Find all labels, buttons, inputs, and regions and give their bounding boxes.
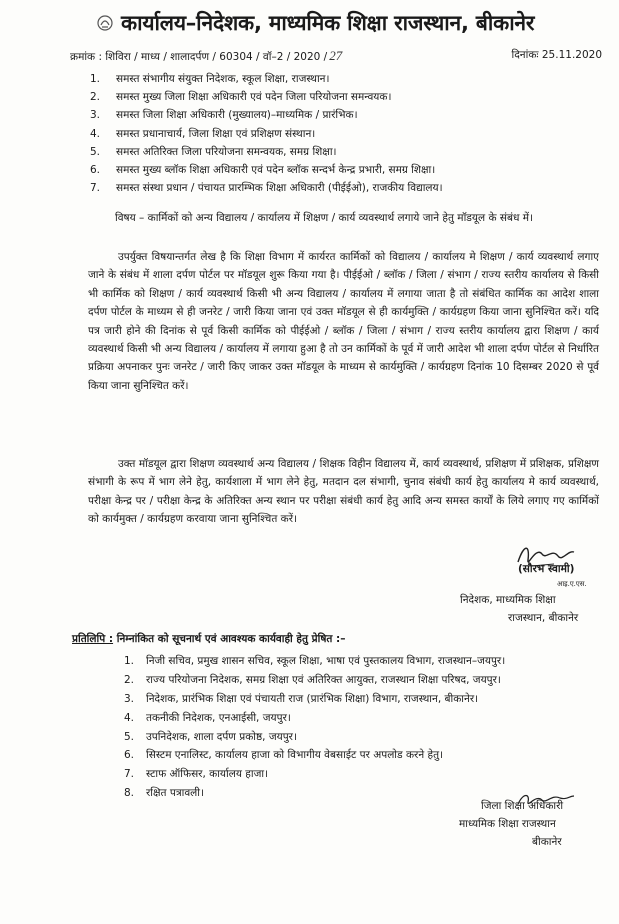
reference-row — [70, 48, 602, 64]
signatory-service: आइ.ए.एस. — [557, 580, 587, 588]
item-text: राज्य परियोजना निदेशक, समग्र शिक्षा एवं अतिरिक्त आयुक्त, राजस्थान शिक्षा परिषद, जयपुर। — [146, 674, 501, 687]
list-item — [124, 652, 604, 671]
list-item — [90, 125, 610, 143]
item-text: उपनिदेशक, शाला दर्पण प्रकोष्ठ, जयपुर। — [146, 730, 297, 743]
signatory-designation: निदेशक, माध्यमिक शिक्षा — [460, 594, 556, 606]
item-number: 7. — [90, 182, 101, 195]
item-text: समस्त मुख्य ब्लॉक शिक्षा अधिकारी एवं पदेन ब्लॉक सन्दर्भ केन्द्र प्रभारी, समग्र शिक्षा। — [116, 164, 436, 177]
item-number: 5. — [124, 730, 135, 743]
copy-heading-text: निम्नांकित को सूचनार्थ एवं आवश्यक कार्यवाही हेतु प्रेषित :– — [116, 633, 346, 645]
handwritten-ref-number: 27 — [329, 48, 343, 63]
signatory-place: राजस्थान, बीकानेर — [508, 612, 579, 624]
list-item — [124, 690, 604, 709]
item-number: 5. — [90, 145, 101, 158]
copy-label: प्रतिलिपि : — [72, 633, 114, 645]
item-number: 6. — [90, 164, 101, 177]
list-item — [124, 765, 604, 784]
item-number: 7. — [124, 768, 135, 781]
subject-line: विषय – कार्मिकों को अन्य विद्यालय / कार्यालय में शिक्षण / कार्य व्यवस्थार्थ लगाये जाने हेतु मॉडयूल के संबंध में। — [115, 212, 534, 224]
item-text: स्टाफ ऑफिसर, कार्यालय हाजा। — [146, 768, 269, 781]
item-number: 4. — [90, 127, 101, 140]
emblem-icon — [95, 13, 115, 33]
list-item — [124, 727, 604, 746]
item-number: 3. — [124, 692, 135, 705]
list-item — [90, 70, 610, 88]
list-item — [124, 671, 604, 690]
item-text: समस्त अतिरिक्त जिला परियोजना समन्वयक, समग्र शिक्षा। — [116, 145, 337, 158]
item-number: 1. — [90, 73, 101, 86]
item-text: समस्त प्रधानाचार्य, जिला शिक्षा एवं प्रशिक्षण संस्थान। — [116, 127, 316, 140]
list-item — [90, 106, 610, 124]
item-number: 4. — [124, 711, 135, 724]
list-item — [90, 179, 610, 197]
item-text: समस्त संस्था प्रधान / पंचायत प्रारम्भिक शिक्षा अधिकारी (पीईईओ), राजकीय विद्यालय। — [116, 182, 443, 195]
item-number: 8. — [124, 786, 135, 799]
list-item — [90, 143, 610, 161]
item-text: सिस्टम एनालिस्ट, कार्यालय हाजा को विभागीय वेबसाईट पर अपलोड करने हेतु। — [146, 749, 444, 762]
body-paragraph-2: उक्त मॉडयूल द्वारा शिक्षण व्यवस्थार्थ अन्य विद्यालय / शिक्षक विहीन विद्यालय में, कार्य व्यवस्थार्थ, प्रशिक्षण में प्रशिक्षक, प्रशिक्षण संभागी के रूप में भाग लेने हेतु, कार्यशाला में भाग लेने हेतु, मतदान दल संभागी, चुनाव संबंधी कार्य हेतु कार्यालय मे कार्य व्यवस्थार्थ, परीक्षा केन्द्र पर / परीक्षा केन्द्र के अतिरिक्त अन्य स्थान पर परीक्षा संबंधी कार्य हेतु आदि अन्य समस्त कार्यों के लिये लगाए गए कार्मिकों को कार्यमुक्त / कार्यग्रहण करवाया जाना सुनिश्चित करें। — [88, 458, 599, 526]
reference-number — [70, 48, 342, 64]
item-number: 2. — [124, 674, 135, 687]
body-paragraph-1: उपर्युक्त विषयान्तर्गत लेख है कि शिक्षा विभाग में कार्यरत कार्मिकों को विद्यालय / कार्यालय मे शिक्षण / कार्य व्यवस्थार्थ लगाए जाने के संबंध में शाला दर्पण पोर्टल पर मॉडयूल शुरू किया गया है। पीईईओ / ब्लॉक / जिला / संभाग / राज्य स्तरीय कार्यालय से किसी भी कार्मिक को शिक्षण / कार्य व्यवस्थार्थ किसी भी अन्य विद्यालय / कार्यालय में लगाया जाता है तो संबंधित कार्मिक का आदेश शाला दर्पण पोर्टल के माध्यम से ही जनरेट / जारी किया जाना एवं उक्त मॉडयूल से ही कार्यमुक्ति / कार्यग्रहण किया जाना सुनिश्चित करें। यदि पत्र जारी होने की दिनांक से पूर्व किसी कार्मिक को पीईईओ / ब्लॉक / जिला / संभाग / राज्य स्तरीय कार्यालय द्वारा शिक्षण / कार्य व्यवस्थार्थ किसी भी अन्य विद्यालय / कार्यालय में लगाया हुआ है तो उन कार्मिकों के पूर्व में जारी आदेश भी शाला दर्पण पोर्टल से निर्धारित प्रक्रिया अपनाकर पुनः जनरेट / जारी किए जाकर उक्त मॉडयूल के माध्यम से कार्यमुक्ति / कार्यग्रहण दिनांक 10 दिसम्बर 2020 से पूर्व किया जाना सुनिश्चित करें। — [88, 251, 599, 392]
officer-place: बीकानेर — [532, 836, 562, 848]
list-item — [90, 161, 610, 179]
letter-date: दिनांकः 25.11.2020 — [511, 49, 602, 61]
item-number: 3. — [90, 109, 101, 122]
copy-list — [124, 652, 604, 802]
list-item — [124, 746, 604, 765]
item-text: समस्त संभागीय संयुक्त निदेशक, स्कूल शिक्षा, राजस्थान। — [116, 73, 330, 86]
letterhead — [95, 6, 605, 40]
list-item — [90, 88, 610, 106]
item-text: रक्षित पत्रावली। — [146, 786, 205, 799]
office-title: कार्यालय–निदेशक, माध्यमिक शिक्षा राजस्थान, बीकानेर — [121, 11, 535, 35]
item-text: तकनीकी निदेशक, एनआईसी, जयपुर। — [146, 711, 291, 724]
item-number: 6. — [124, 749, 135, 762]
addressee-list — [90, 70, 610, 197]
signatory-name: (सौरभ स्वामी) — [518, 563, 575, 575]
copy-heading — [72, 632, 345, 646]
kramank-text: क्रमांक : शिविरा / माध्य / शालादर्पण / 60304 / वॉ–2 / 2020 / — [70, 51, 328, 63]
item-text: निजी सचिव, प्रमुख शासन सचिव, स्कूल शिक्षा, भाषा एवं पुस्तकालय विभाग, राजस्थान–जयपुर। — [146, 655, 506, 668]
item-text: समस्त मुख्य जिला शिक्षा अधिकारी एवं पदेन जिला परियोजना समन्वयक। — [116, 91, 392, 104]
item-text: निदेशक, प्रारंभिक शिक्षा एवं पंचायती राज (प्रारंभिक शिक्षा) विभाग, राजस्थान, बीकानेर। — [146, 692, 479, 705]
item-number: 1. — [124, 655, 135, 668]
item-text: समस्त जिला शिक्षा अधिकारी (मुख्यालय)–माध्यमिक / प्रारंभिक। — [116, 109, 358, 122]
list-item — [124, 708, 604, 727]
officer-department: माध्यमिक शिक्षा राजस्थान — [459, 818, 556, 830]
item-number: 2. — [90, 91, 101, 104]
officer-designation: जिला शिक्षा अधिकारी — [481, 800, 564, 812]
